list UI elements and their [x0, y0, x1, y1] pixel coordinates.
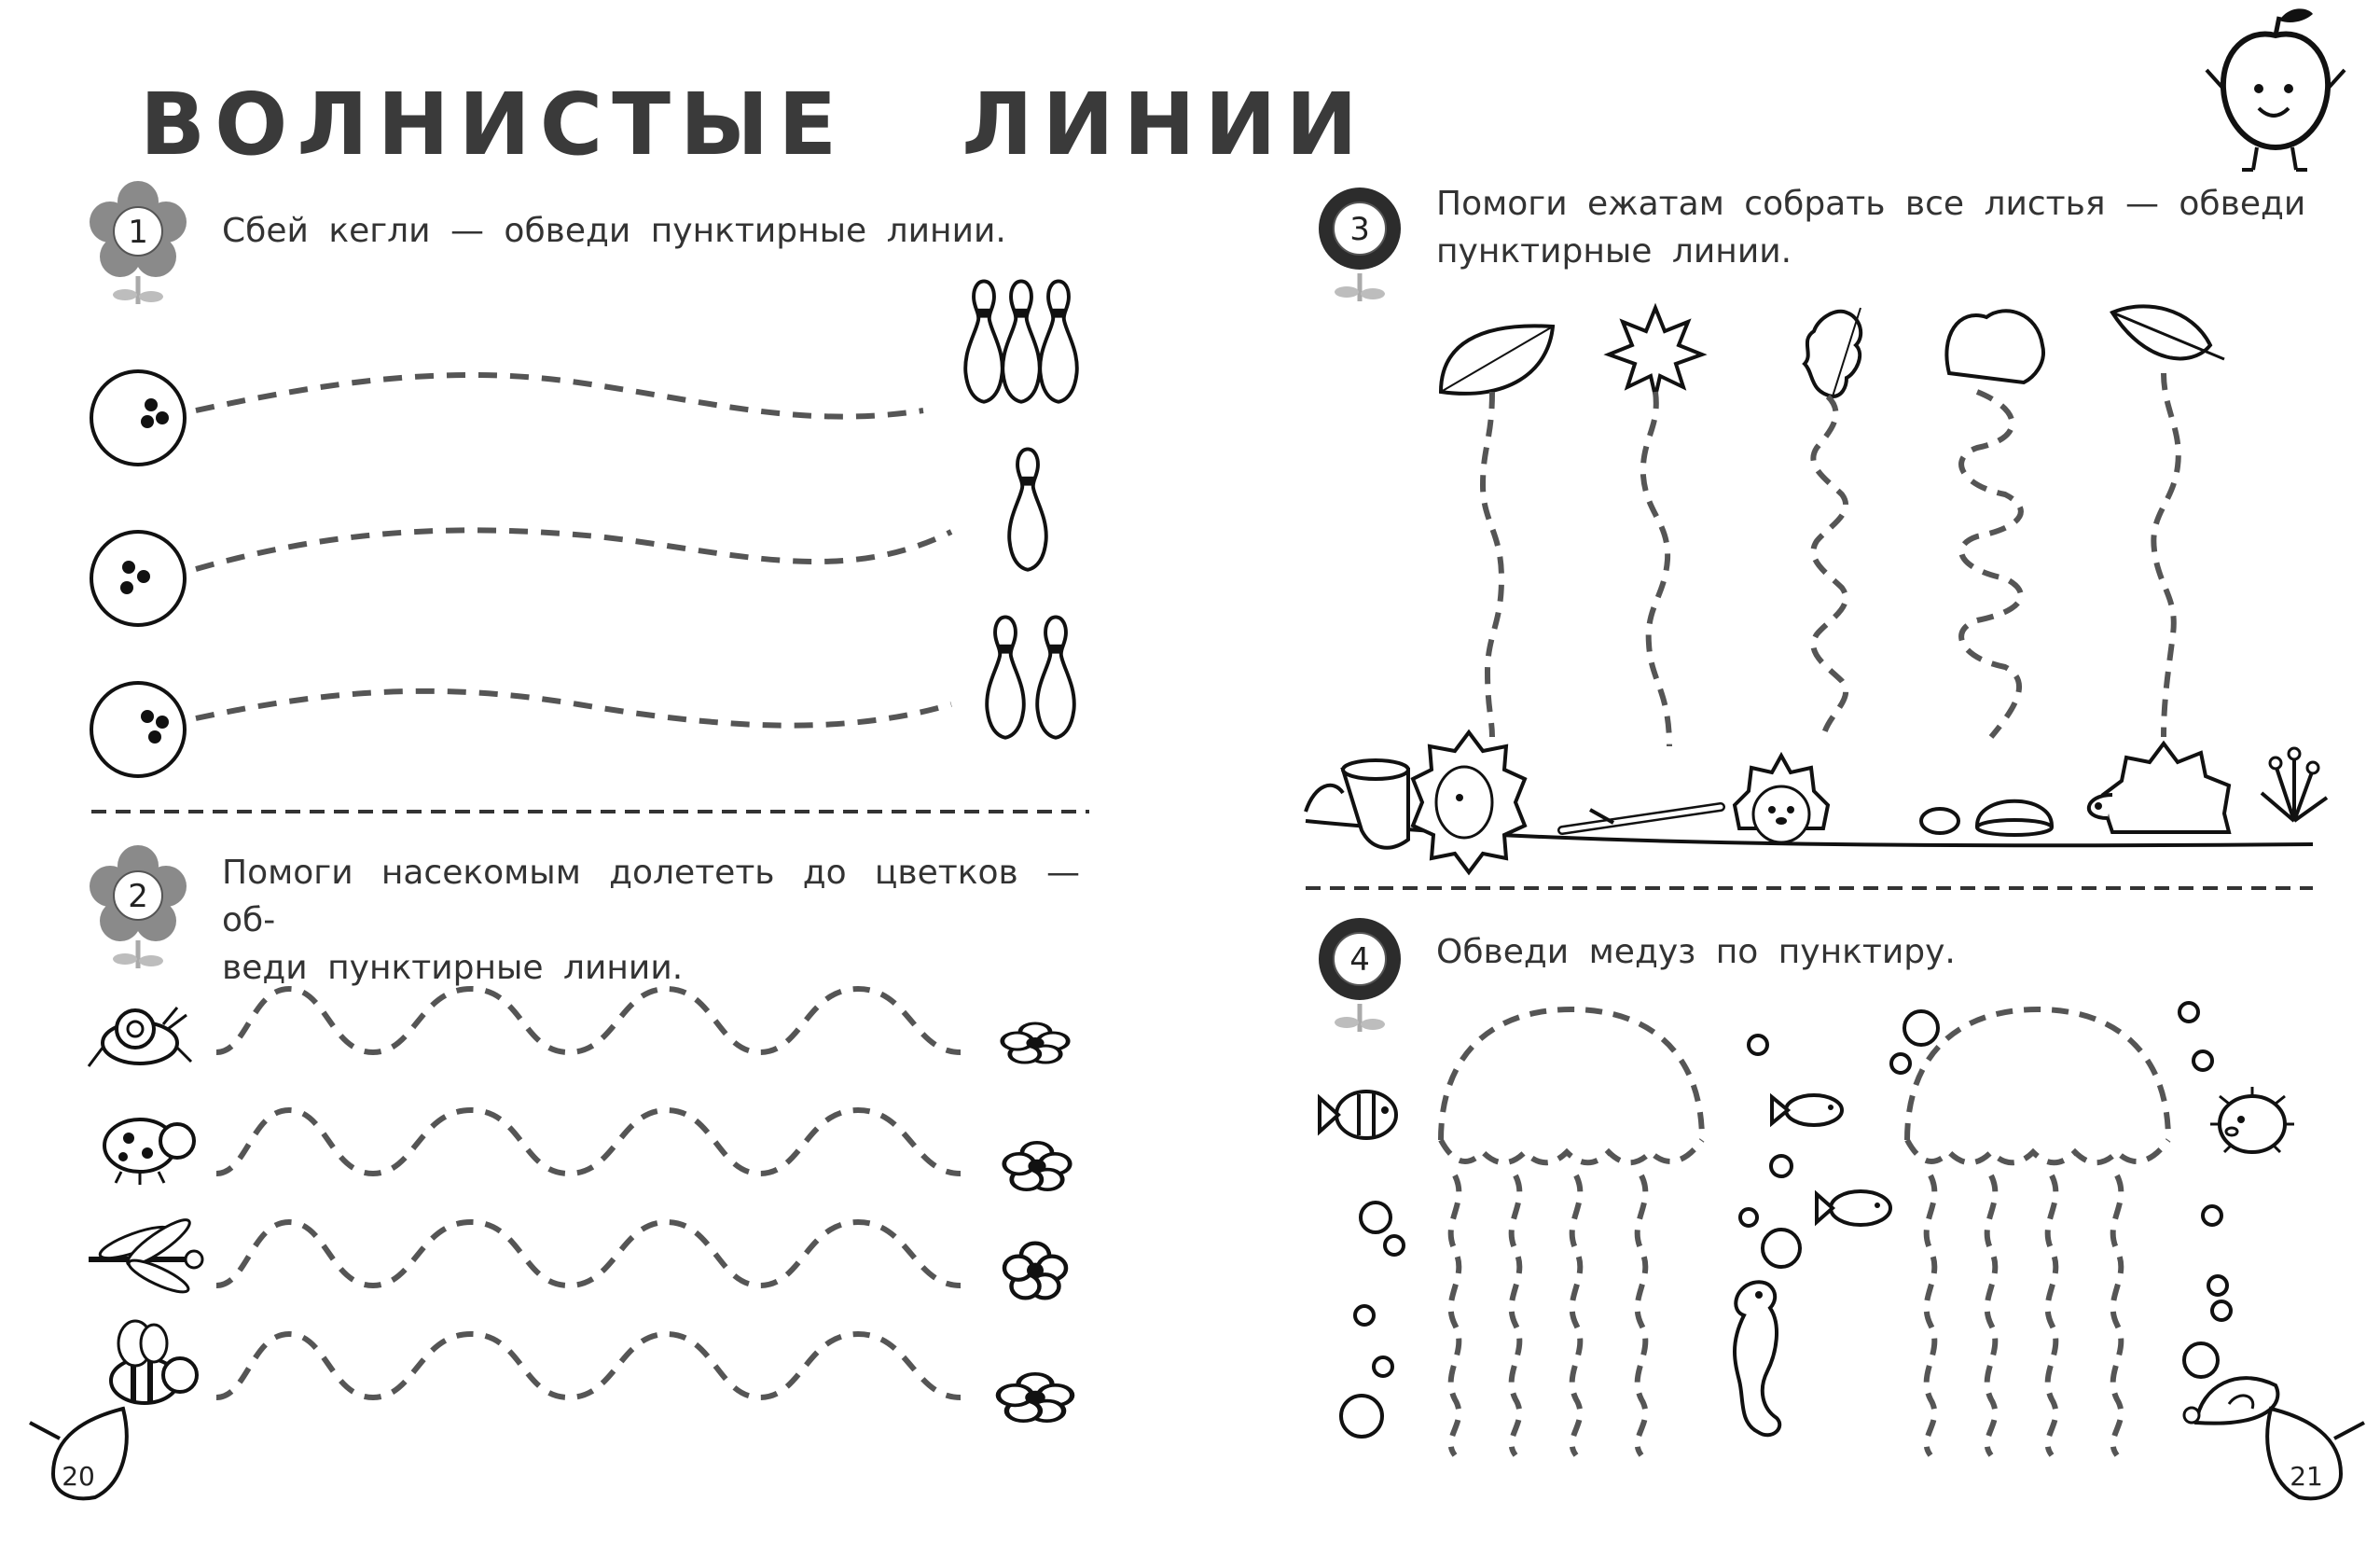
snail-shell-icon [2184, 1378, 2277, 1423]
task-1-number: 1 [128, 214, 148, 251]
seahorse-icon [1735, 1282, 1779, 1435]
stump-icon [1306, 760, 1408, 848]
task-2-text-line1: Помоги насекомым долететь до цветков — об- [222, 854, 1080, 939]
ladybug-icon [104, 1119, 194, 1185]
task-3-text-line2: пунктирные линии. [1436, 232, 1792, 271]
maple-leaf-icon [1609, 308, 1702, 396]
title-word-2: ЛИНИИ [962, 75, 1367, 174]
leaf-icon [2112, 306, 2224, 359]
puffer-fish-icon [2210, 1087, 2294, 1152]
page-number-left [30, 1409, 127, 1498]
dashed-trace-line [1483, 373, 2179, 746]
bubble-icon [1341, 1003, 2231, 1437]
twig-icon [1562, 807, 1721, 830]
apple-mascot-icon [2207, 8, 2345, 170]
leaf-icon [1441, 326, 1553, 394]
task-3-text-line1: Помоги ежатам собрать все листья — обведи [1436, 185, 2306, 223]
bowling-ball-icon [91, 532, 185, 625]
mushroom-cap-icon [1977, 801, 2052, 835]
page-number-left-text: 20 [62, 1461, 95, 1492]
bowling-pin-icon [1009, 449, 1046, 569]
task-4-number-badge [1319, 918, 1401, 1032]
fish-icon [1772, 1095, 1842, 1125]
heart-leaf-icon [1946, 311, 2043, 382]
flower-icon [1004, 1143, 1070, 1189]
hedgehog-icon [2089, 744, 2229, 832]
flower-icon [998, 1374, 1072, 1421]
bee-icon [111, 1321, 197, 1403]
bowling-ball-icon [91, 683, 185, 776]
nut-icon [1921, 809, 1958, 833]
title-word-1: ВОЛНИСТЫЕ [140, 75, 847, 174]
task-2-text-line2: веди пунктирные линии. [222, 949, 684, 987]
flower-icon [1003, 1023, 1068, 1063]
task-3-number: 3 [1349, 211, 1370, 248]
hedgehog-icon [1413, 732, 1525, 872]
task-2-number-badge [90, 845, 187, 968]
fish-icon [1320, 1091, 1396, 1138]
bowling-pins-icon [987, 617, 1074, 737]
dashed-wave-line [216, 989, 961, 1397]
task-1-text: Сбей кегли — обведи пунктирные линии. [222, 212, 1006, 250]
bowling-pins-icon [965, 281, 1077, 401]
hedgehog-icon [1735, 756, 1828, 842]
dashed-trace-line [196, 375, 951, 726]
task-3-number-badge [1319, 188, 1401, 301]
task-2-number: 2 [128, 878, 148, 915]
snail-butterfly-icon [89, 1008, 191, 1066]
grass-plant-icon [2262, 748, 2327, 821]
page-number-right-text: 21 [2290, 1461, 2323, 1492]
task-4-text: Обведи медуз по пунктиру. [1436, 933, 1956, 971]
fish-icon [1817, 1191, 1890, 1225]
page-number-right [2267, 1409, 2364, 1498]
dragonfly-icon [89, 1214, 202, 1298]
jellyfish-outline [1441, 1009, 2168, 1455]
oak-leaf-icon [1805, 308, 1861, 396]
flower-icon [1004, 1244, 1066, 1299]
task-1-number-badge [90, 181, 187, 304]
task-4-number: 4 [1349, 941, 1370, 979]
bowling-ball-icon [91, 371, 185, 465]
